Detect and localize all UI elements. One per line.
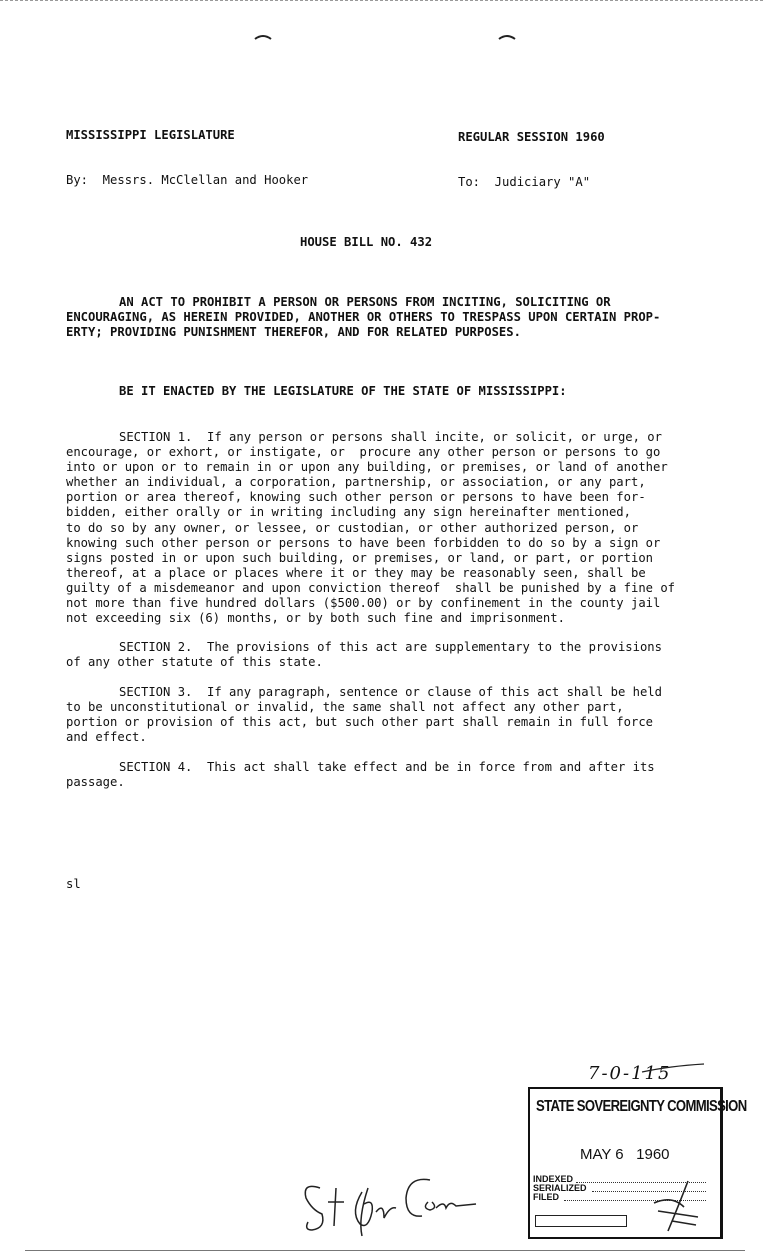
section-line: passage. — [66, 775, 125, 790]
stamp-heading: STATE SOVEREIGNTY COMMISSION — [536, 1098, 747, 1115]
section-line: of any other statute of this state. — [66, 655, 323, 670]
section-line: thereof, at a place or places where it or they may be reasonably seen, shall be — [66, 565, 646, 580]
stamp-initials-scribble — [648, 1177, 708, 1233]
section-line: not more than five hundred dollars ($500.00) or by confinement in the county jail — [66, 596, 661, 611]
top-dashed-edge — [0, 0, 763, 1]
section-line: whether an individual, a corporation, partnership, or association, or any part, — [66, 475, 646, 490]
typist-initials: sl — [66, 877, 81, 891]
session-header-right — [458, 100, 605, 205]
section-line: portion or area thereof, knowing such other person or persons to have been for- — [66, 490, 646, 505]
section-line: knowing such other person or persons to have been forbidden to do so by a sign or — [66, 535, 661, 550]
bill-title: HOUSE BILL NO. 432 — [300, 235, 433, 249]
section-line: encourage, or exhort, or instigate, or procure any other person or persons to go — [66, 445, 661, 460]
section-1 — [66, 430, 678, 626]
section-2 — [66, 640, 678, 670]
section-line: bidden, either orally or in writing including any sign hereinafter mentioned, — [66, 505, 631, 520]
act-title-line: AN ACT TO PROHIBIT A PERSON OR PERSONS FROM INCITING, SOLICITING OR — [119, 295, 611, 309]
act-title-line: ERTY; PROVIDING PUNISHMENT THEREFOR, AND FOR RELATED PURPOSES. — [66, 325, 521, 340]
punch-mark-left — [254, 34, 272, 40]
stamp-label-serialized: SERIALIZED — [533, 1183, 587, 1193]
sovereignty-commission-stamp — [528, 1087, 747, 1239]
section-line: to be unconstitutional or invalid, the same shall not affect any other part, — [66, 700, 624, 715]
section-line: SECTION 2. The provisions of this act are supplementary to the provisions — [119, 640, 662, 654]
section-line: portion or provision of this act, but such other part shall remain in full force — [66, 715, 653, 730]
punch-mark-right — [498, 34, 516, 40]
section-3 — [66, 685, 678, 745]
enacting-clause: BE IT ENACTED BY THE LEGISLATURE OF THE STATE OF MISSISSIPPI: — [119, 384, 567, 398]
stamp-label-indexed: INDEXED — [533, 1174, 574, 1184]
handwritten-file-number: 7-0-115 — [588, 1063, 672, 1084]
stamp-box — [535, 1215, 627, 1227]
section-line: guilty of a misdemeanor and upon conviction thereof shall be punished by a fine of — [66, 580, 676, 595]
handwritten-signature — [298, 1158, 480, 1240]
section-line: SECTION 1. If any person or persons shall incite, or solicit, or urge, or — [119, 430, 662, 444]
act-title — [66, 295, 678, 340]
section-4 — [66, 760, 678, 790]
legislature-header-left — [66, 98, 308, 203]
session-name: REGULAR SESSION 1960 — [458, 130, 605, 144]
act-title-line: ENCOURAGING, AS HEREIN PROVIDED, ANOTHER OR OTHERS TO TRESPASS UPON CERTAIN PROP- — [66, 310, 661, 325]
section-line: SECTION 4. This act shall take effect and be in force from and after its — [119, 760, 655, 774]
section-line: into or upon or to remain in or upon any building, or premises, or land of another — [66, 460, 668, 475]
handwritten-stroke — [640, 1062, 706, 1074]
legislature-name: MISSISSIPPI LEGISLATURE — [66, 128, 235, 142]
section-line: to do so by any owner, or lessee, or custodian, or other authorized person, or — [66, 520, 639, 535]
bottom-edge-line — [25, 1250, 745, 1251]
section-line: SECTION 3. If any paragraph, sentence or clause of this act shall be held — [119, 685, 662, 699]
section-line: signs posted in or upon such building, or premises, or land, or part, or portion — [66, 550, 653, 565]
section-line: not exceeding six (6) months, or by both such fine and imprisonment. — [66, 611, 565, 626]
committee-referral: To: Judiciary "A" — [458, 175, 591, 189]
section-line: and effect. — [66, 730, 147, 745]
stamp-label-filed: FILED — [533, 1192, 559, 1202]
stamp-date: MAY 6 1960 — [580, 1146, 670, 1163]
bill-sponsors: By: Messrs. McClellan and Hooker — [66, 173, 309, 187]
